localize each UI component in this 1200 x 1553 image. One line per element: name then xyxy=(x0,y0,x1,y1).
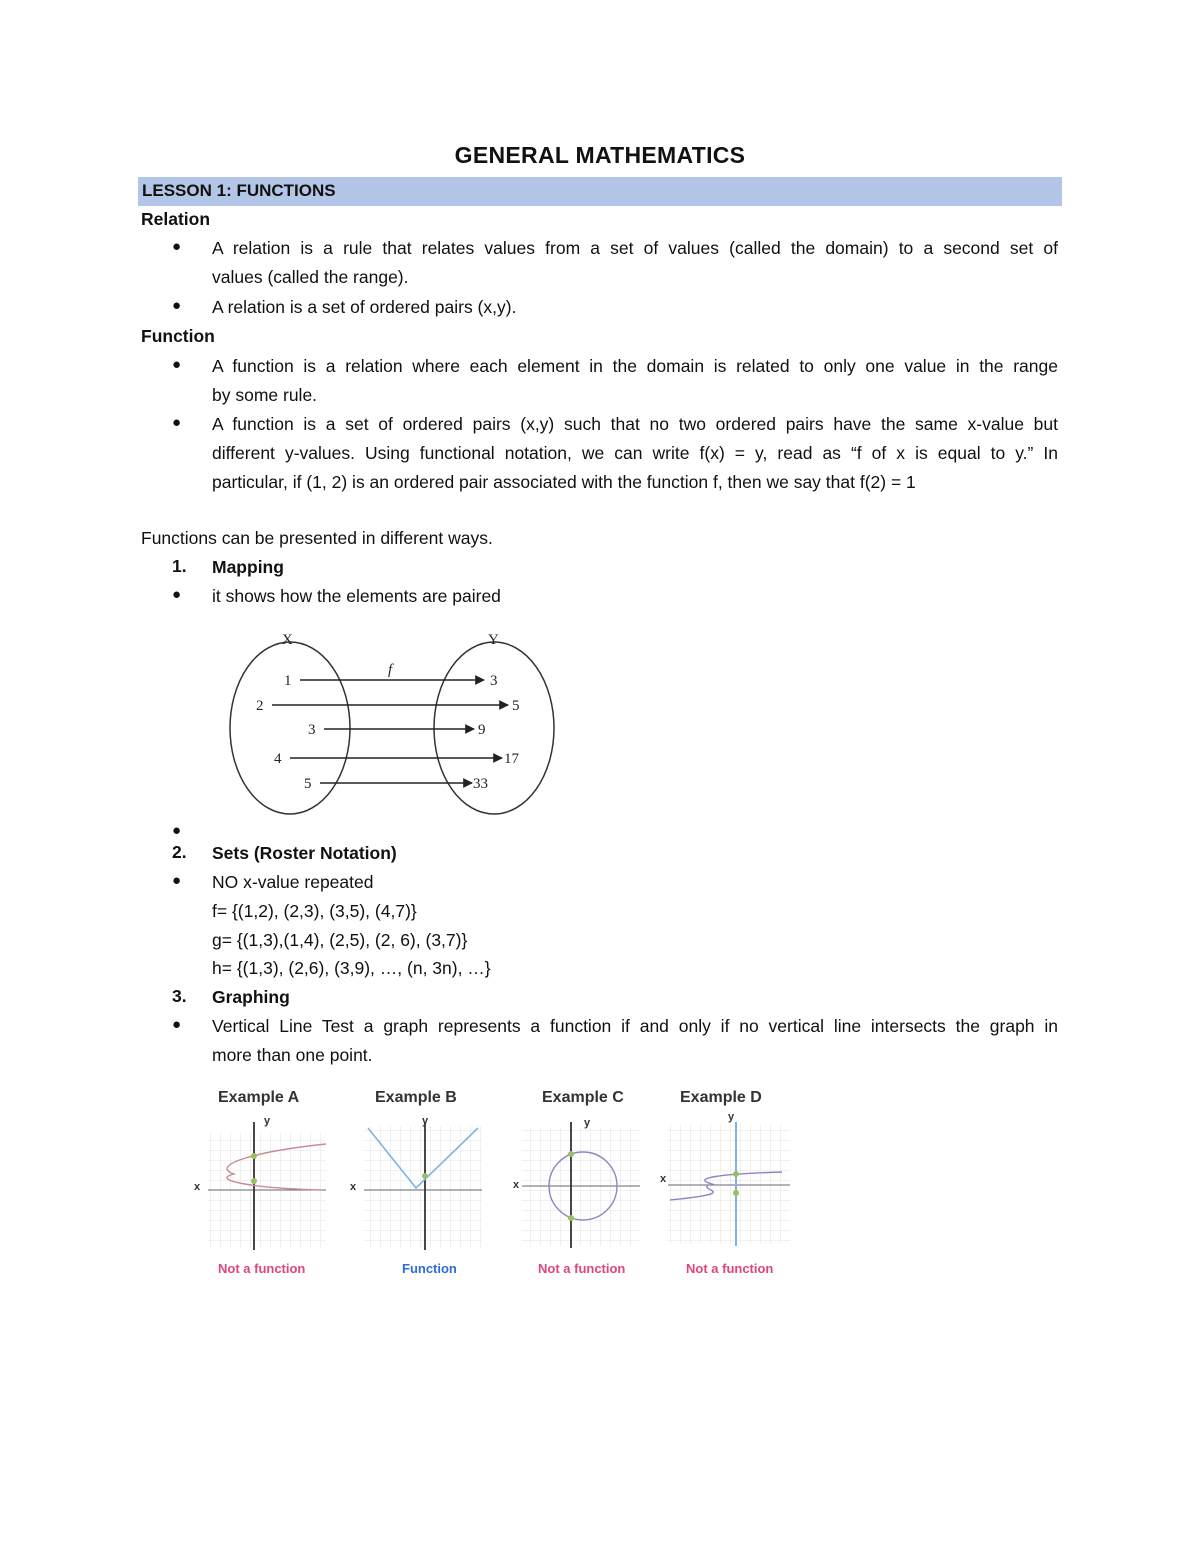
intro-text: Functions can be presented in different ways. xyxy=(141,528,493,548)
empty-bullet-icon: ● xyxy=(172,822,182,839)
lesson-heading: LESSON 1: FUNCTIONS xyxy=(142,181,336,200)
example-caption-function: Function xyxy=(402,1261,457,1276)
domain-element: 4 xyxy=(274,751,282,767)
example-a xyxy=(194,1089,326,1276)
range-element: 3 xyxy=(490,673,498,689)
range-element: 33 xyxy=(473,776,488,792)
relation-bullet-1-line-2: values (called the range). xyxy=(212,267,409,287)
intersection-point xyxy=(733,1190,739,1196)
y-axis-label: y xyxy=(584,1117,591,1129)
intersection-point xyxy=(568,1215,574,1221)
bullet-icon: ● xyxy=(172,356,182,373)
bullet-icon: ● xyxy=(172,238,182,255)
intersection-point xyxy=(568,1151,574,1157)
example-caption-not-function: Not a function xyxy=(686,1261,774,1276)
relation-heading: Relation xyxy=(141,209,211,229)
y-axis-label: y xyxy=(422,1115,429,1127)
example-d xyxy=(660,1089,790,1276)
graphing-number: 3. xyxy=(172,986,187,1006)
sets-number: 2. xyxy=(172,842,187,862)
intersection-point xyxy=(733,1171,739,1177)
range-element: 17 xyxy=(504,751,519,767)
intersection-point xyxy=(251,1153,257,1159)
graphing-bullet-line-2: more than one point. xyxy=(212,1045,373,1065)
bullet-icon: ● xyxy=(172,414,182,431)
x-axis-label: x xyxy=(194,1181,201,1193)
example-caption-not-function: Not a function xyxy=(218,1261,306,1276)
set-g: g= {(1,3),(1,4), (2,5), (2, 6), (3,7)} xyxy=(212,930,468,950)
relation-bullet-2: A relation is a set of ordered pairs (x,y). xyxy=(212,297,517,317)
example-c xyxy=(513,1089,640,1276)
example-b xyxy=(350,1089,482,1276)
domain-element: 1 xyxy=(284,673,292,689)
intersection-point xyxy=(251,1178,257,1184)
x-axis-label: x xyxy=(350,1181,357,1193)
set-h: h= {(1,3), (2,6), (3,9), …, (n, 3n), …} xyxy=(212,958,491,978)
function-bullet-2-line-1: A function is a set of ordered pairs (x,y) such that no two ordered pairs have the same x-value but xyxy=(212,414,1058,434)
graphing-bullet-line-1: Vertical Line Test a graph represents a function if and only if no vertical line intersects the graph in xyxy=(212,1016,1058,1036)
sets-heading: Sets (Roster Notation) xyxy=(212,843,397,863)
function-heading: Function xyxy=(141,326,215,346)
intersection-point xyxy=(422,1173,428,1179)
set-f: f= {(1,2), (2,3), (3,5), (4,7)} xyxy=(212,901,417,921)
page-title: GENERAL MATHEMATICS xyxy=(454,142,746,168)
function-f-label: f xyxy=(388,662,393,678)
function-bullet-2-line-2: different y-values. Using functional notation, we can write f(x) = y, read as “f of x is equal to y.” In xyxy=(212,443,1058,463)
function-bullet-1-line-2: by some rule. xyxy=(212,385,318,405)
mapping-number: 1. xyxy=(172,556,187,576)
range-set-ellipse xyxy=(434,642,554,814)
example-title: Example A xyxy=(218,1089,300,1106)
range-element: 5 xyxy=(512,698,520,714)
graph-grid xyxy=(668,1124,790,1244)
relation-bullet-1-line-1: A relation is a rule that relates values from a set of values (called the domain) to a second set of xyxy=(212,238,1058,258)
y-axis-label: y xyxy=(264,1115,271,1127)
sets-bullet: NO x-value repeated xyxy=(212,872,374,892)
example-caption-not-function: Not a function xyxy=(538,1261,626,1276)
set-y-label: Y xyxy=(488,632,499,648)
function-bullet-1-line-1: A function is a relation where each element in the domain is related to only one value in the range xyxy=(212,356,1058,376)
mapping-heading: Mapping xyxy=(212,557,284,577)
domain-element: 3 xyxy=(308,722,316,738)
graphing-heading: Graphing xyxy=(212,987,290,1007)
x-axis-label: x xyxy=(660,1173,667,1185)
mapping-diagram xyxy=(228,624,563,824)
graph-grid xyxy=(522,1128,640,1246)
domain-element: 2 xyxy=(256,698,264,714)
bullet-icon: ● xyxy=(172,872,182,889)
mapping-bullet: it shows how the elements are paired xyxy=(212,586,501,606)
set-x-label: X xyxy=(282,632,293,648)
bullet-icon: ● xyxy=(172,1016,182,1033)
y-axis-label: y xyxy=(728,1111,735,1123)
range-element: 9 xyxy=(478,722,486,738)
bullet-icon: ● xyxy=(172,586,182,603)
bullet-icon: ● xyxy=(172,297,182,314)
x-axis-label: x xyxy=(513,1179,520,1191)
function-bullet-2-line-3: particular, if (1, 2) is an ordered pair associated with the function f, then we say that f(2) = 1 xyxy=(212,472,916,492)
domain-element: 5 xyxy=(304,776,312,792)
vertical-line-test-examples xyxy=(190,1080,800,1285)
lesson-header-bar xyxy=(138,177,1062,206)
domain-set-ellipse xyxy=(230,642,350,814)
example-title: Example C xyxy=(542,1089,624,1106)
example-title: Example B xyxy=(375,1089,457,1106)
example-title: Example D xyxy=(680,1089,762,1106)
